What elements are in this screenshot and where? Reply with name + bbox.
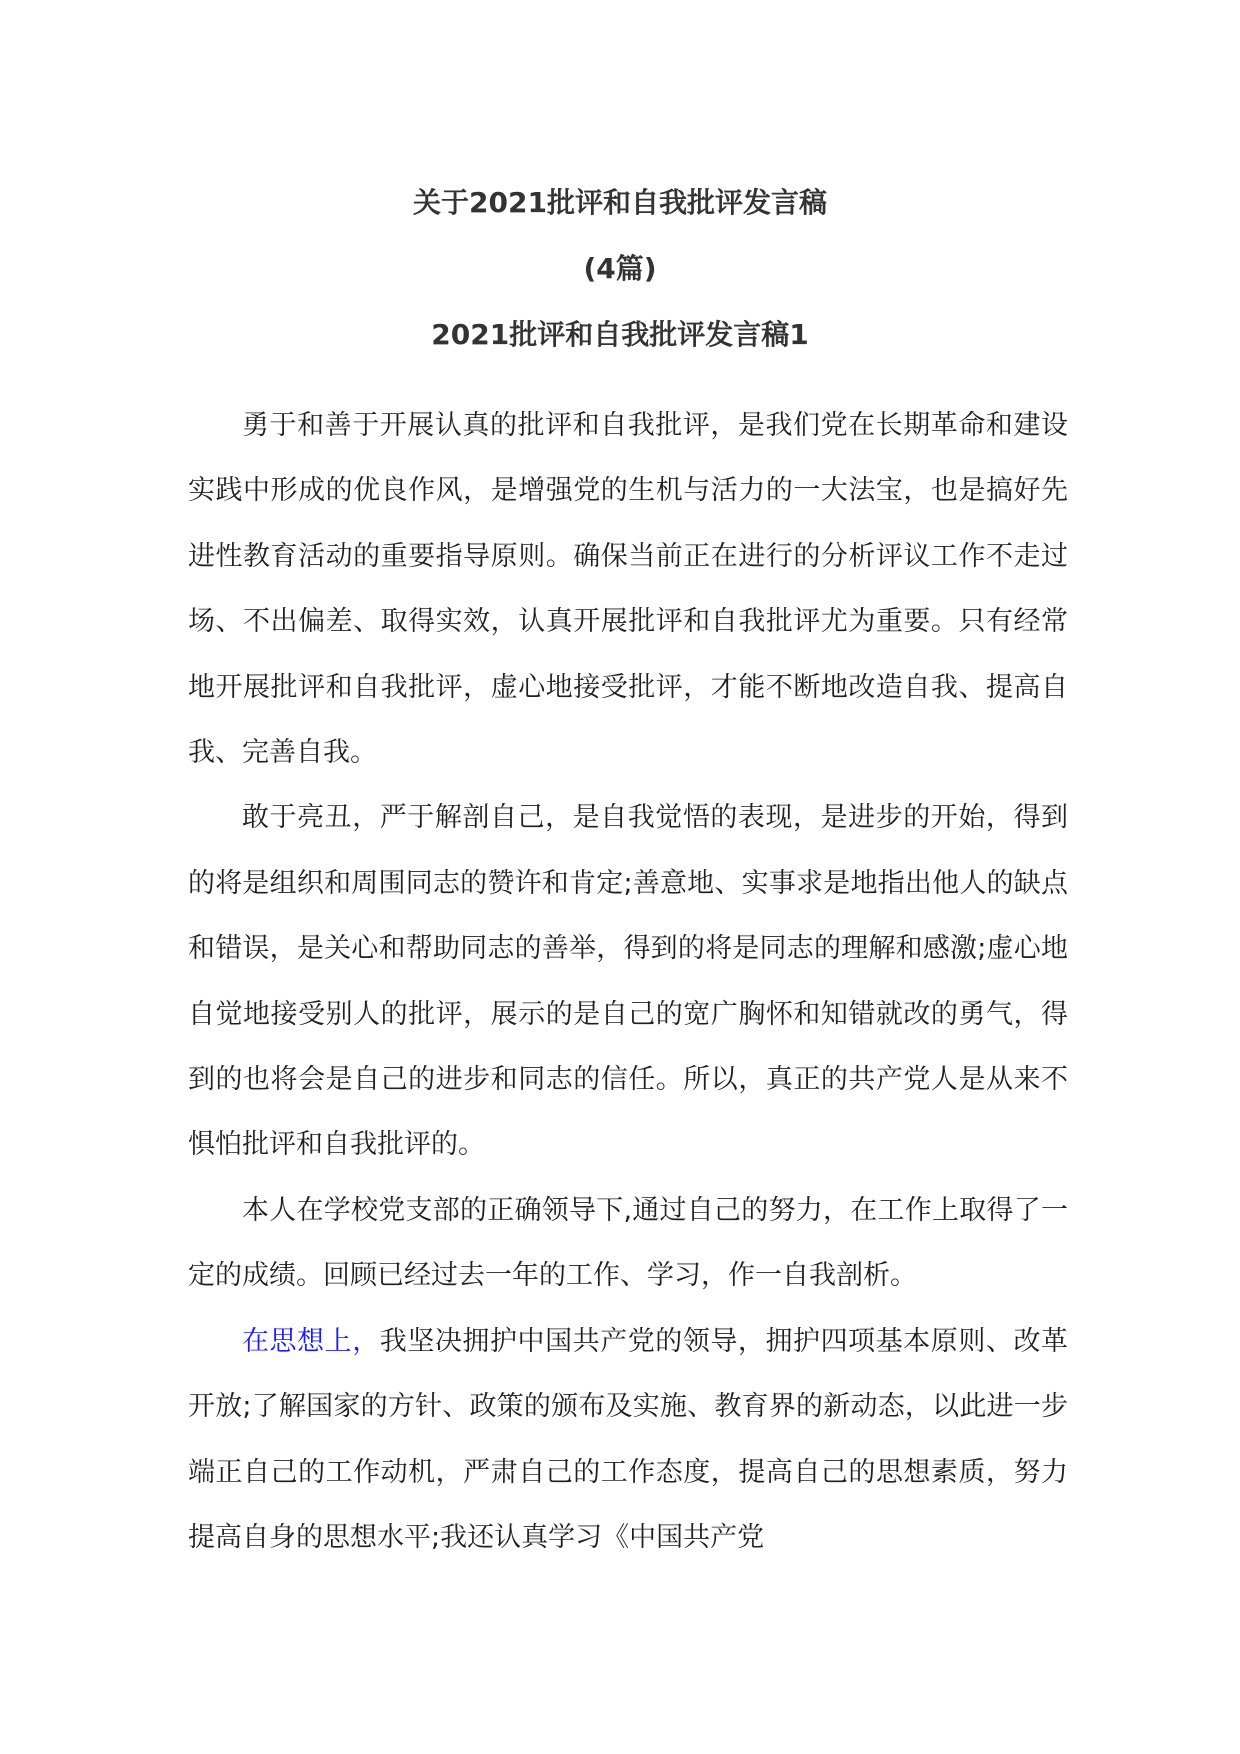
paragraph-3-text: 本人在学校党支部的正确领导下,通过自己的努力，在工作上取得了一定的成绩。回顾已经过去一年的工作、学习，作一自我剖析。 <box>188 1194 1068 1292</box>
paragraph-4-text: 我坚决拥护中国共产党的领导，拥护四项基本原则、改革开放;了解国家的方针、政策的颁布及实施、教育界的新动态，以此进一步端正自己的工作动机，严肃自己的工作态度，提高自己的思想素质，努力提高自身的思想水平;我还认真学习《中国共产党 <box>188 1325 1069 1553</box>
paragraph-1 <box>188 393 1068 785</box>
document-title: 关于2021批评和自我批评发言稿 <box>413 186 827 219</box>
document-body <box>188 393 1068 1570</box>
section-heading: 2021批评和自我批评发言稿1 <box>431 318 809 351</box>
document-subtitle-count: (4篇) <box>583 252 657 285</box>
paragraph-3 <box>188 1178 1068 1309</box>
paragraph-4 <box>188 1309 1068 1571</box>
paragraph-2-text: 敢于亮丑，严于解剖自己，是自我觉悟的表现，是进步的开始，得到的将是组织和周围同志的赞许和肯定;善意地、实事求是地指出他人的缺点和错误，是关心和帮助同志的善举，得到的将是同志的理解和感激;虚心地自觉地接受别人的批评，展示的是自己的宽广胸怀和知错就改的勇气，得到的也将会是自己的进步和同志的信任。所以，真正的共产党人是从来不惧怕批评和自我批评的。 <box>188 802 1068 1161</box>
document-title-block <box>0 170 1240 368</box>
paragraph-1-text: 勇于和善于开展认真的批评和自我批评，是我们党在长期革命和建设实践中形成的优良作风，是增强党的生机与活力的一大法宝，也是搞好先进性教育活动的重要指导原则。确保当前正在进行的分析评议工作不走过场、不出偏差、取得实效，认真开展批评和自我批评尤为重要。只有经常地开展批评和自我批评，虚心地接受批评，才能不断地改造自我、提高自我、完善自我。 <box>188 410 1068 769</box>
paragraph-4-highlight: 在思想上， <box>242 1325 380 1357</box>
paragraph-2 <box>188 785 1068 1177</box>
